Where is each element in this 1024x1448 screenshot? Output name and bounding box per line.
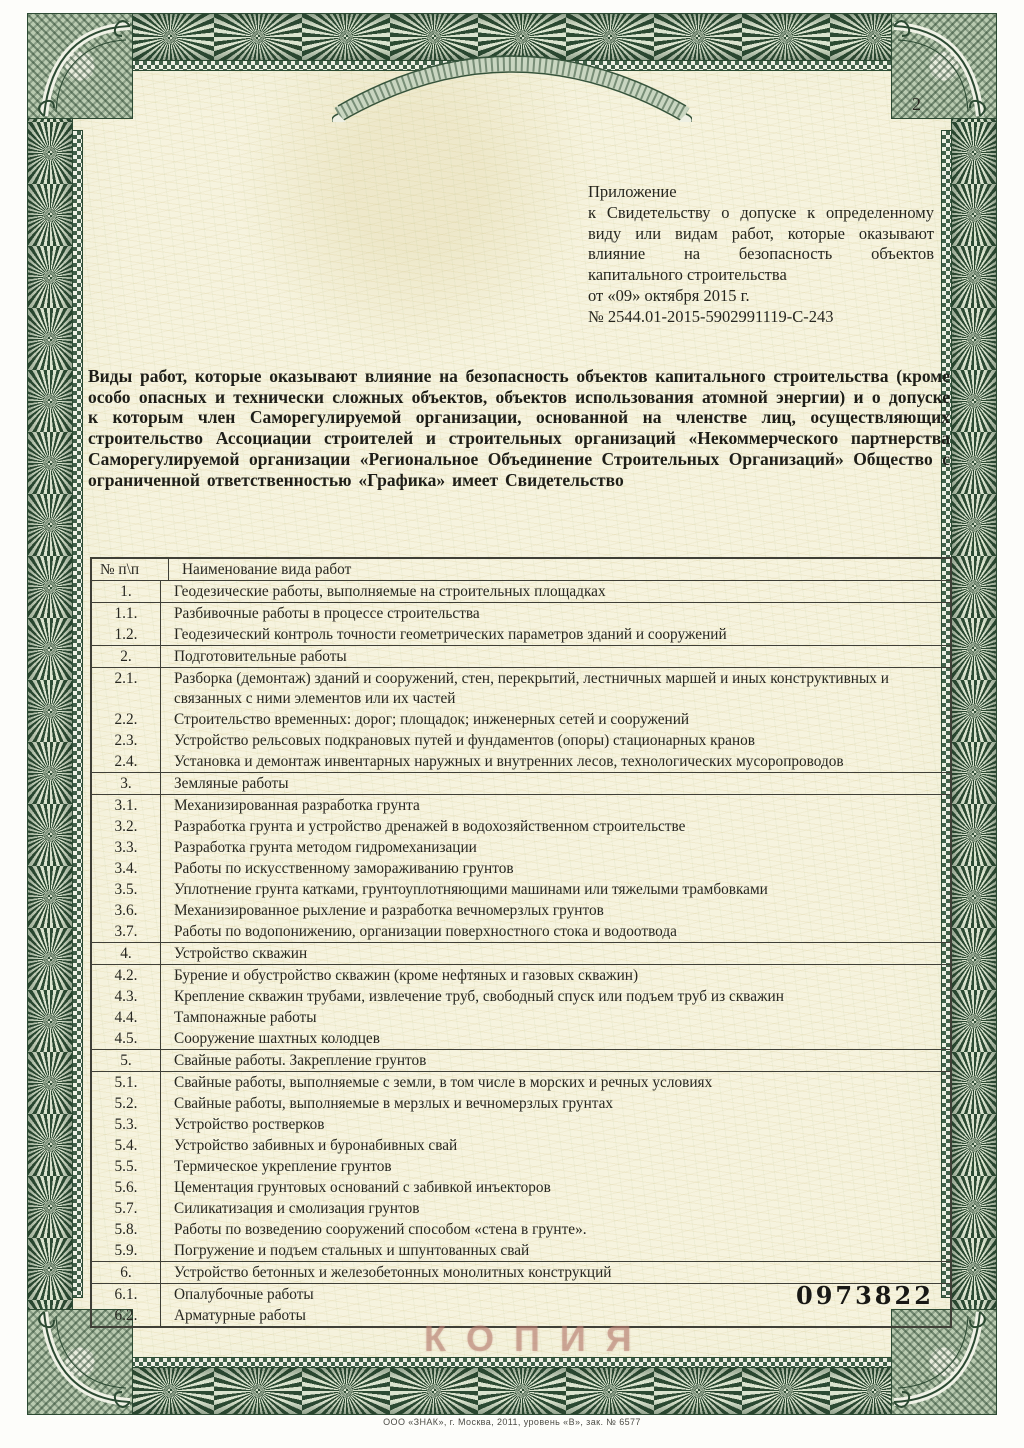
worktype-name: Установка и демонтаж инвентарных наружных и внутренних лесов, технологических мусоропроводов [174, 753, 844, 770]
annex-line: виду или видам работ, которые оказывают [588, 223, 934, 243]
worktype-number: 6. [92, 1262, 161, 1283]
worktype-section-row [92, 581, 950, 603]
copy-watermark: КОПИЯ [424, 1318, 652, 1359]
table-body [92, 581, 950, 1326]
worktype-row [92, 709, 950, 730]
worktype-row [92, 1072, 950, 1093]
annex-line: капитального строительства [588, 265, 787, 285]
worktype-number: 3.2. [92, 816, 161, 837]
worktype-name: Механизированная разработка грунта [174, 797, 420, 814]
worktype-row [92, 858, 950, 879]
worktype-number: 3.7. [92, 921, 161, 942]
worktype-name: Сооружение шахтных колодцев [174, 1030, 380, 1047]
worktype-number: 3.5. [92, 879, 161, 900]
worktype-number: 5.7. [92, 1198, 161, 1219]
worktype-name: Подготовительные работы [174, 648, 347, 665]
worktype-number: 5.4. [92, 1135, 161, 1156]
worktype-name: Свайные работы. Закрепление грунтов [174, 1052, 427, 1069]
worktype-name: Разработка грунта методом гидромеханизации [174, 839, 477, 856]
worktype-row [92, 921, 950, 942]
worktype-number: 2. [92, 646, 161, 667]
worktype-section-row [92, 942, 950, 965]
worktype-number: 1.2. [92, 624, 161, 645]
worktype-number: 6.2. [92, 1305, 161, 1326]
worktype-row [92, 900, 950, 921]
worktype-number: 5.1. [92, 1072, 161, 1093]
worktype-row [92, 1198, 950, 1219]
worktype-number: 3.6. [92, 900, 161, 921]
worktype-row [92, 1135, 950, 1156]
worktype-number: 5.9. [92, 1240, 161, 1261]
intro-paragraph: Виды работ, которые оказывают влияние на безопасность объектов капитального строительства (кроме особо опасных и технически сложных объектов, объектов использования атомной энергии) и о допуске к которым член Саморегулируемой организации, основанной на членстве лиц, осуществляющих строительство Ассоциации строителей и строительных организаций «Некоммерческого партнерства Саморегулируемой организации «Региональное Объединение Строительных Организаций» Общество с ограниченной ответственностью «Графика» имеет Свидетельство [88, 366, 950, 490]
annex-date-line: от «09» октября 2015 г. [588, 285, 750, 305]
worktype-number: 2.3. [92, 730, 161, 751]
worktype-name: Устройство бетонных и железобетонных монолитных конструкций [174, 1264, 612, 1281]
worktype-number: 1.1. [92, 603, 161, 624]
worktype-name: Геодезический контроль точности геометрических параметров зданий и сооружений [174, 626, 727, 643]
worktype-row [92, 730, 950, 751]
worktype-number: 3.3. [92, 837, 161, 858]
worktype-name: Земляные работы [174, 775, 289, 792]
worktype-number: 2.2. [92, 709, 161, 730]
worktype-row [92, 1007, 950, 1028]
annex-line: к Свидетельству о допуске к определенному [588, 202, 934, 222]
worktype-row [92, 986, 950, 1007]
worktype-number: 5.5. [92, 1156, 161, 1177]
annex-line: Приложение [588, 182, 677, 201]
worktype-name: Тампонажные работы [174, 1009, 317, 1026]
worktype-row [92, 837, 950, 858]
worktype-section-row [92, 1049, 950, 1072]
worktype-number: 5. [92, 1050, 161, 1071]
worktype-row [92, 1177, 950, 1198]
worktype-name: Устройство рельсовых подкрановых путей и фундаментов (опоры) стационарных кранов [174, 732, 755, 749]
worktype-name: Крепление скважин трубами, извлечение труб, свободный спуск или подъем труб из скважин [174, 988, 784, 1005]
worktype-name: Погружение и подъем стальных и шпунтованных свай [174, 1242, 530, 1259]
worktype-number: 1. [92, 581, 161, 602]
worktype-number: 5.8. [92, 1219, 161, 1240]
column-header-number: № п\п [92, 559, 169, 580]
printer-note: ООО «ЗНАК», г. Москва, 2011, уровень «В», зак. № 6577 [383, 1417, 641, 1427]
worktype-number: 4.2. [92, 965, 161, 986]
worktype-number: 4.5. [92, 1028, 161, 1049]
worktype-name: Работы по искусственному замораживанию грунтов [174, 860, 514, 877]
work-types-table [90, 557, 952, 1328]
annex-number-line: № 2544.01-2015-5902991119-С-243 [588, 306, 834, 326]
worktype-number: 4. [92, 943, 161, 964]
worktype-name: Термическое укрепление грунтов [174, 1158, 392, 1175]
worktype-name: Устройство ростверков [174, 1116, 325, 1133]
worktype-section-row [92, 772, 950, 795]
annex-line: влияние на безопасность объектов [588, 244, 934, 264]
worktype-name: Устройство скважин [174, 945, 308, 962]
worktype-number: 4.3. [92, 986, 161, 1007]
page-number: 2 [912, 94, 921, 114]
worktype-name: Силикатизация и смолизация грунтов [174, 1200, 420, 1217]
serial-number: 0973822 [796, 1281, 934, 1310]
worktype-number: 3. [92, 773, 161, 794]
worktype-name: Работы по водопонижению, организации поверхностного стока и водоотвода [174, 923, 677, 940]
worktype-name: Строительство временных: дорог; площадок; инженерных сетей и сооружений [174, 711, 690, 728]
worktype-row [92, 795, 950, 816]
worktype-row [92, 1219, 950, 1240]
worktype-number: 3.4. [92, 858, 161, 879]
worktype-row [92, 603, 950, 624]
worktype-row [92, 624, 950, 645]
worktype-row [92, 1028, 950, 1049]
worktype-row [92, 1156, 950, 1177]
worktype-row [92, 1240, 950, 1261]
worktype-name: Свайные работы, выполняемые с земли, в том числе в морских и речных условиях [174, 1074, 713, 1091]
worktype-section-row [92, 645, 950, 668]
table-header-row [92, 559, 950, 581]
worktype-number: 3.1. [92, 795, 161, 816]
annex-header [588, 182, 934, 328]
worktype-number: 5.6. [92, 1177, 161, 1198]
column-header-name: Наименование вида работ [182, 561, 352, 578]
worktype-name: Арматурные работы [174, 1307, 306, 1324]
worktype-name: Цементация грунтовых оснований с забивкой инъекторов [174, 1179, 551, 1196]
worktype-row [92, 879, 950, 900]
worktype-name: Механизированное рыхление и разработка вечномерзлых грунтов [174, 902, 604, 919]
worktype-name: Устройство забивных и буронабивных свай [174, 1137, 458, 1154]
worktype-row [92, 1093, 950, 1114]
worktype-number: 6.1. [92, 1284, 161, 1305]
worktype-name: Разработка грунта и устройство дренажей в водохозяйственном строительстве [174, 818, 686, 835]
worktype-number: 2.4. [92, 751, 161, 772]
worktype-name: Работы по возведению сооружений способом «стена в грунте». [174, 1221, 587, 1238]
worktype-name: Разборка (демонтаж) зданий и сооружений, стен, перекрытий, лестничных маршей и иных конструктивных и связанных с ними элементов или их частей [174, 670, 889, 707]
worktype-name: Разбивочные работы в процессе строительства [174, 605, 480, 622]
worktype-row [92, 1114, 950, 1135]
worktype-number: 5.3. [92, 1114, 161, 1135]
worktype-name: Бурение и обустройство скважин (кроме нефтяных и газовых скважин) [174, 967, 639, 984]
worktype-row [92, 965, 950, 986]
worktype-row [92, 668, 950, 709]
worktype-name: Уплотнение грунта катками, грунтоуплотняющими машинами или тяжелыми трамбовками [174, 881, 768, 898]
worktype-name: Свайные работы, выполняемые в мерзлых и вечномерзлых грунтах [174, 1095, 614, 1112]
worktype-number: 2.1. [92, 668, 161, 709]
worktype-name: Геодезические работы, выполняемые на строительных площадках [174, 583, 606, 600]
worktype-row [92, 751, 950, 772]
worktype-name: Опалубочные работы [174, 1286, 314, 1303]
worktype-number: 5.2. [92, 1093, 161, 1114]
worktype-number: 4.4. [92, 1007, 161, 1028]
worktype-row [92, 816, 950, 837]
